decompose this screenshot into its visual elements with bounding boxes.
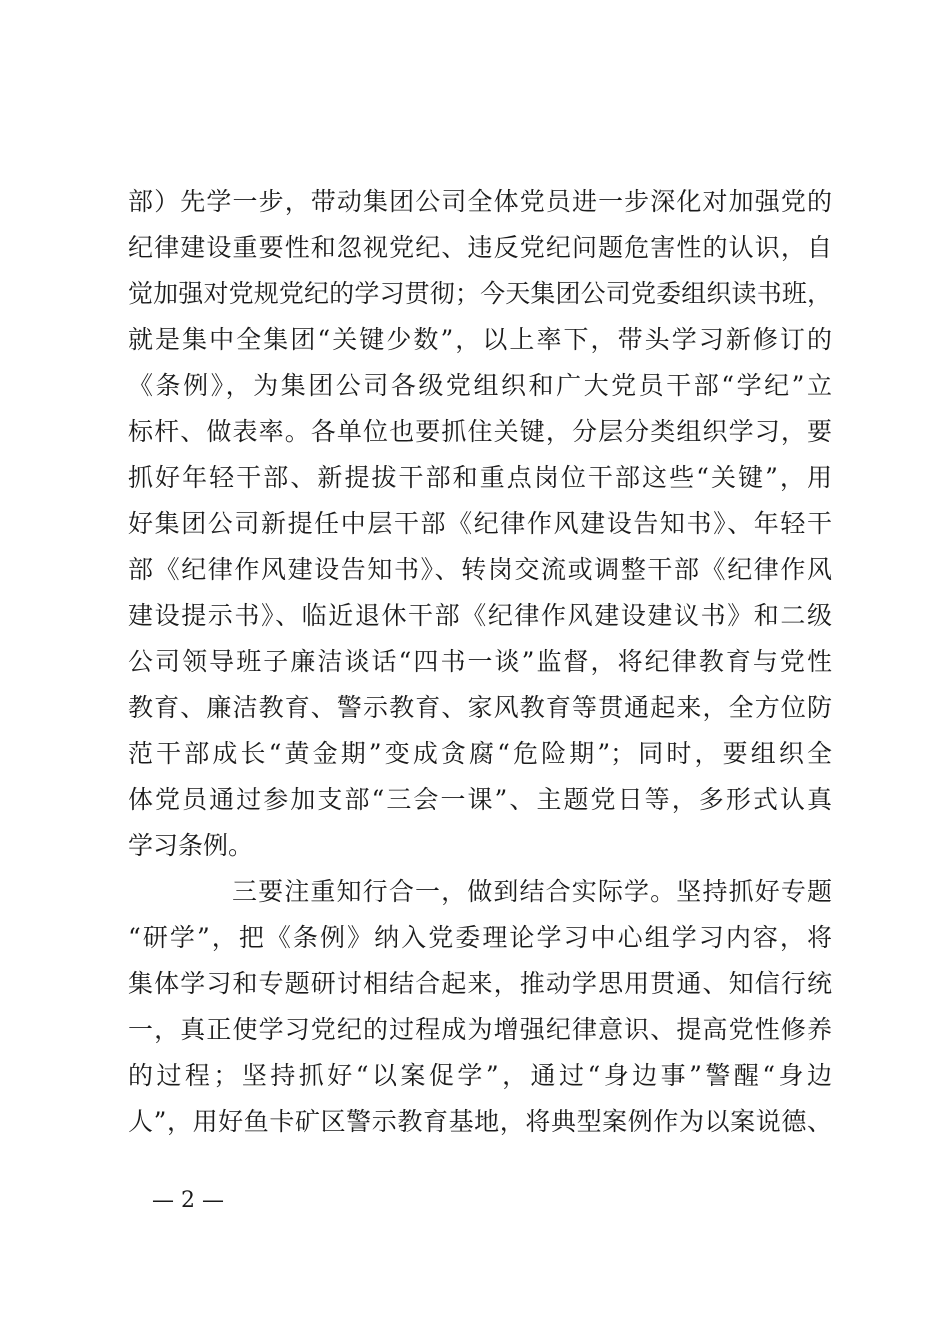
text-line: 部）先学一步，带动集团公司全体党员进一步深化对加强党的 (128, 187, 832, 216)
text-line: 部《纪律作风建设告知书》、转岗交流或调整干部《纪律作风 (128, 555, 832, 584)
text-line: 体党员通过参加支部“三会一课”、主题党日等，多形式认真 (128, 785, 832, 814)
text-line: “研学”，把《条例》纳入党委理论学习中心组学习内容，将 (128, 923, 832, 952)
text-line: 觉加强对党规党纪的学习贯彻；今天集团公司党委组织读书班， (128, 279, 832, 308)
text-line: 一，真正使学习党纪的过程成为增强纪律意识、提高党性修养 (128, 1015, 832, 1044)
text-line: 公司领导班子廉洁谈话“四书一谈”监督，将纪律教育与党性 (128, 647, 832, 676)
text-line: 《条例》，为集团公司各级党组织和广大党员干部“学纪”立 (128, 371, 832, 400)
paragraph-2 (128, 869, 832, 1145)
text-line: 教育、廉洁教育、警示教育、家风教育等贯通起来，全方位防 (128, 693, 832, 722)
text-line: 纪律建设重要性和忽视党纪、违反党纪问题危害性的认识，自 (128, 233, 832, 262)
text-line: 人”，用好鱼卡矿区警示教育基地，将典型案例作为以案说德、 (128, 1107, 832, 1136)
text-line: 就是集中全集团“关键少数”，以上率下，带头学习新修订的 (128, 325, 832, 354)
text-line: 抓好年轻干部、新提拔干部和重点岗位干部这些“关键”，用 (128, 463, 832, 492)
text-line: 标杆、做表率。各单位也要抓住关键，分层分类组织学习，要 (128, 417, 832, 446)
page-number: — 2 — (152, 1188, 224, 1213)
text-line: 建设提示书》、临近退休干部《纪律作风建设建议书》和二级 (128, 601, 832, 630)
text-line: 范干部成长“黄金期”变成贪腐“危险期”；同时，要组织全 (128, 739, 832, 768)
text-line: 三要注重知行合一，做到结合实际学。坚持抓好专题 (232, 877, 832, 906)
body-text (128, 179, 832, 1145)
text-line: 好集团公司新提任中层干部《纪律作风建设告知书》、年轻干 (128, 509, 832, 538)
text-line: 学习条例。 (128, 831, 254, 860)
text-line: 的过程；坚持抓好“以案促学”，通过“身边事”警醒“身边 (128, 1061, 832, 1090)
paragraph-1 (128, 179, 832, 869)
text-line: 集体学习和专题研讨相结合起来，推动学思用贯通、知信行统 (128, 969, 832, 998)
